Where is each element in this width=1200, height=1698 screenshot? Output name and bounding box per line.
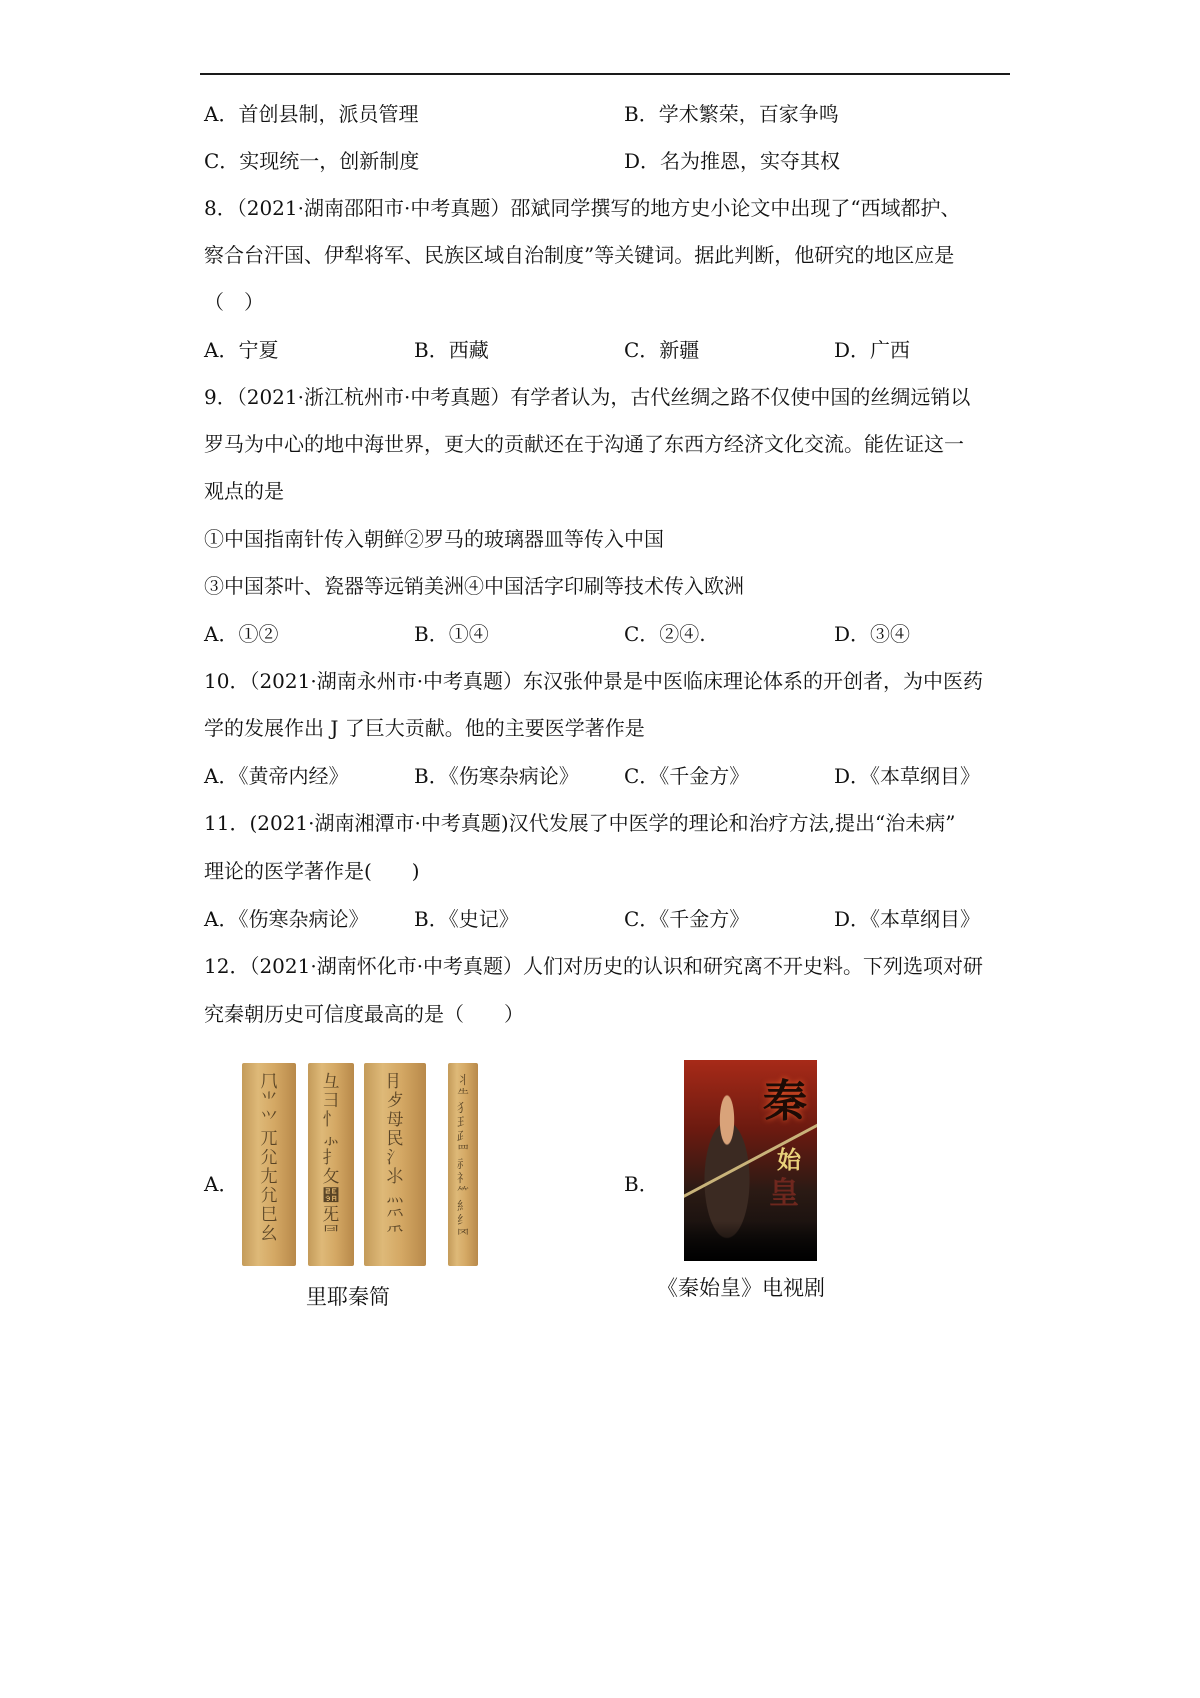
header-rule (200, 73, 1010, 75)
q10-stem-line2: 学的发展作出 J 了巨大贡献。他的主要医学著作是 (204, 716, 645, 740)
q9-option-a[interactable]: A．①② (204, 622, 279, 646)
q11-option-b[interactable]: B．《史记》 (414, 907, 519, 931)
q11-option-c[interactable]: C．《千金方》 (624, 907, 750, 931)
caption-tv-drama: 《秦始皇》电视剧 (657, 1276, 825, 1300)
bamboo-slip (364, 1063, 426, 1266)
q9-item-line1: ①中国指南针传入朝鲜②罗马的玻璃器皿等传入中国 (204, 527, 664, 551)
bamboo-slip (308, 1063, 354, 1266)
q8-option-c[interactable]: C．新疆 (624, 338, 700, 362)
bamboo-slip (448, 1063, 478, 1266)
q9-stem-line2: 罗马为中心的地中海世界，更大的贡献还在于沟通了东西方经济文化交流。能佐证这一 (204, 432, 964, 456)
bamboo-slips-image[interactable] (242, 1063, 482, 1266)
q9-stem-line1: 9．（2021·浙江杭州市·中考真题）有学者认为，古代丝绸之路不仅使中国的丝绸远销以 (204, 385, 971, 409)
q10-option-d[interactable]: D．《本草纲目》 (834, 764, 981, 788)
slip-writing: ⺔ ⺕ ⺖ ⺗ ⺘ ⺙ ⺚ ⺛ ⺜ (322, 1072, 340, 1244)
slip-writing: ⺝ ⺞ ⺟ ⺠ ⺡ ⺢ ⺣ ⺤ ⺥ (386, 1072, 404, 1244)
q7-option-a[interactable]: A．首创县制，派员管理 (204, 102, 419, 126)
q8-option-a[interactable]: A．宁夏 (204, 338, 279, 362)
q8-option-b[interactable]: B．西藏 (414, 338, 489, 362)
bamboo-slip (242, 1063, 296, 1266)
caption-liye-slips: 里耶秦简 (306, 1285, 390, 1309)
q10-option-c[interactable]: C．《千金方》 (624, 764, 750, 788)
q12-stem-line2: 究秦朝历史可信度最高的是（ ） (204, 1002, 524, 1026)
q8-option-d[interactable]: D．广西 (834, 338, 911, 362)
q10-option-a[interactable]: A．《黄帝内经》 (204, 764, 349, 788)
q10-stem-line1: 10．（2021·湖南永州市·中考真题）东汉张仲景是中医临床理论体系的开创者，为中医药 (204, 669, 984, 693)
poster-ground (684, 1221, 817, 1261)
q9-option-d[interactable]: D．③④ (834, 622, 911, 646)
q9-stem-line3: 观点的是 (204, 479, 284, 503)
tv-drama-poster-image[interactable] (684, 1060, 817, 1261)
q11-stem-line2: 理论的医学著作是( ) (204, 859, 420, 883)
q12-stem-line1: 12．（2021·湖南怀化市·中考真题）人们对历史的认识和研究离不开史料。下列选项对研 (204, 954, 984, 978)
q9-option-b[interactable]: B．①④ (414, 622, 489, 646)
q9-item-line2: ③中国茶叶、瓷器等远销美洲④中国活字印刷等技术传入欧洲 (204, 574, 744, 598)
q8-stem-line1: 8．（2021·湖南邵阳市·中考真题）邵斌同学撰写的地方史小论文中出现了“西域都护、 (204, 196, 961, 220)
q10-option-b[interactable]: B．《伤寒杂病论》 (414, 764, 579, 788)
poster-title: 秦 (763, 1076, 807, 1127)
q8-stem-line3: （ ） (204, 290, 264, 314)
q12-option-a[interactable]: A． (204, 1172, 239, 1196)
q7-option-b[interactable]: B．学术繁荣，百家争鸣 (624, 102, 839, 126)
q9-option-c[interactable]: C．②④. (624, 622, 706, 646)
poster-subtitle-2: 皇 (769, 1176, 799, 1211)
warrior-figure (692, 1090, 762, 1240)
q12-option-b[interactable]: B． (624, 1172, 659, 1196)
q11-stem-line1: 11．(2021·湖南湘潭市·中考真题)汉代发展了中医学的理论和治疗方法,提出“治未病” (204, 811, 956, 835)
q11-option-d[interactable]: D．《本草纲目》 (834, 907, 981, 931)
q7-option-d[interactable]: D．名为推恩，实夺其权 (624, 149, 841, 173)
slip-writing: ⺦ ⺧ ⺨ ⺩ ⺪ ⺫ ⺬ ⺭ ⺮ ⺯ ⺰ ⺱ (456, 1073, 469, 1241)
slip-writing: ⺇ ⺌ ⺍ ⺎ ⺏ ⺐ ⺑ ⺒ ⺓ (260, 1072, 278, 1244)
q7-option-c[interactable]: C．实现统一，创新制度 (204, 149, 420, 173)
q11-option-a[interactable]: A．《伤寒杂病论》 (204, 907, 369, 931)
poster-subtitle-1: 始 (777, 1145, 801, 1174)
q8-stem-line2: 察合台汗国、伊犁将军、民族区域自治制度”等关键词。据此判断，他研究的地区应是 (204, 243, 955, 267)
